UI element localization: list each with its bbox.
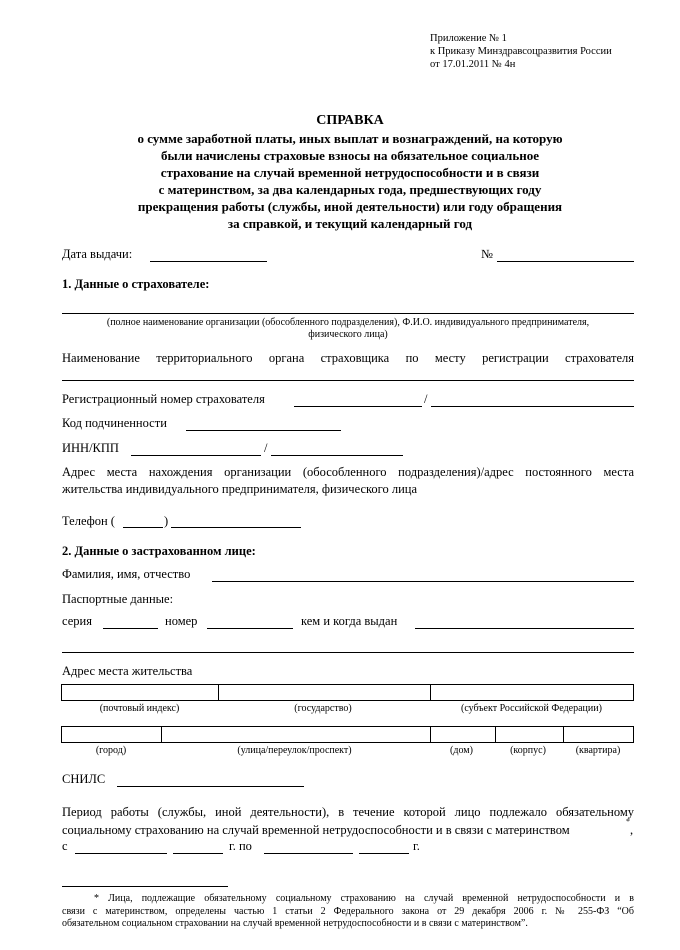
address-row-2 — [61, 726, 634, 743]
issue-date-field[interactable] — [150, 261, 267, 262]
address-label-1: Адрес места нахождения организации (обособленного подразделения)/адрес постоянного места — [62, 465, 634, 479]
full-name-field[interactable] — [212, 581, 634, 582]
issued-by-label: кем и когда выдан — [301, 614, 398, 628]
title-line-5: прекращения работы (службы, иной деятельности) или году обращения — [137, 199, 563, 214]
address-divider — [430, 727, 431, 742]
footnote-separator — [62, 886, 228, 887]
appendix-line-1: Приложение № 1 — [430, 33, 507, 44]
full-name-label: Фамилия, имя, отчество — [62, 567, 191, 581]
hint-building: (корпус) — [510, 745, 546, 756]
insurer-name-hint-2: физического лица) — [308, 329, 388, 340]
subordination-code-label: Код подчиненности — [62, 416, 167, 430]
residence-label: Адрес места жительства — [62, 664, 193, 678]
passport-number-label: номер — [165, 614, 198, 628]
period-from-date-field[interactable] — [75, 853, 167, 854]
footnote — [62, 893, 634, 931]
hint-postcode: (почтовый индекс) — [99, 703, 180, 714]
title-line-2: были начислены страховые взносы на обязательное социальное — [161, 148, 539, 163]
period-footnote-mark: * — [626, 817, 630, 826]
insurer-heading: 1. Данные о страхователе: — [62, 277, 210, 291]
inn-field[interactable] — [131, 455, 261, 456]
phone-close: ) — [164, 514, 169, 528]
snils-label: СНИЛС — [62, 772, 106, 786]
period-comma: , — [630, 823, 634, 837]
title-line-4: с материнством, за два календарных года, предшествующих году — [158, 182, 542, 197]
phone-label: Телефон ( — [62, 514, 115, 528]
period-from-label: с — [62, 839, 68, 853]
phone-field[interactable] — [171, 527, 301, 528]
issue-date-label: Дата выдачи: — [62, 247, 133, 261]
address-divider — [161, 727, 162, 742]
insured-heading: 2. Данные о застрахованном лице: — [62, 544, 256, 558]
title-line-6: за справкой, и текущий календарный год — [227, 216, 473, 231]
reg-number-field-1[interactable] — [294, 406, 422, 407]
address-row-1 — [61, 684, 634, 701]
inn-kpp-label: ИНН/КПП — [62, 441, 119, 455]
insurer-name-hint-1: (полное наименование организации (обособленного подразделения), Ф.И.О. индивидуального предпринимателя, — [106, 317, 590, 328]
passport-label: Паспортные данные: — [62, 592, 174, 606]
footnote-line-2: связи с материнством, определены частью 1 статьи 2 Федерального закона от 29 декабря 2006 г. № 255-ФЗ “Об — [62, 905, 634, 917]
address-divider — [563, 727, 564, 742]
hint-city: (город) — [95, 745, 127, 756]
period-year-end: г. — [413, 839, 420, 853]
reg-number-slash: / — [424, 392, 428, 406]
issued-by-field-2[interactable] — [62, 652, 634, 653]
subordination-code-field[interactable] — [186, 430, 341, 431]
hint-flat: (квартира) — [575, 745, 621, 756]
reg-number-field-2[interactable] — [431, 406, 634, 407]
hint-street: (улица/переулок/проспект) — [237, 745, 352, 756]
issued-by-field[interactable] — [415, 628, 634, 629]
appendix-header — [430, 32, 612, 71]
hint-state: (государство) — [294, 703, 352, 714]
number-label: № — [481, 247, 493, 261]
title-line-1: о сумме заработной платы, иных выплат и вознаграждений, на которую — [137, 131, 563, 146]
territorial-body-label: Наименование территориального органа страховщика по месту регистрации страхователя — [62, 351, 634, 365]
appendix-line-3: от 17.01.2011 № 4н — [430, 59, 516, 70]
series-label: серия — [62, 614, 92, 628]
period-to-label: г. по — [229, 839, 252, 853]
period-to-date-field[interactable] — [264, 853, 353, 854]
inn-kpp-slash: / — [264, 441, 268, 455]
snils-field[interactable] — [117, 786, 304, 787]
insurer-name-field[interactable] — [62, 313, 634, 314]
appendix-line-2: к Приказу Минздравсоцразвития России — [430, 46, 612, 57]
phone-code-field[interactable] — [123, 527, 163, 528]
hint-region: (субъект Российской Федерации) — [461, 703, 602, 714]
address-label-2: жительства индивидуального предпринимателя, физического лица — [62, 482, 418, 496]
footnote-line-3: обязательном социальном страховании на случай временной нетрудоспособности и в связи с материнством”. — [62, 918, 528, 929]
address-divider — [218, 685, 219, 700]
period-to-year-field[interactable] — [359, 853, 409, 854]
period-label-1: Период работы (службы, иной деятельности), в течение которой лицо подлежало обязательному — [62, 805, 634, 819]
territorial-body-field[interactable] — [62, 380, 634, 381]
address-divider — [495, 727, 496, 742]
footnote-line-1: * Лица, подлежащие обязательному социальному страхованию на случай временной нетрудоспособности и в — [94, 893, 634, 904]
period-from-year-field[interactable] — [173, 853, 223, 854]
series-field[interactable] — [103, 628, 158, 629]
period-label-2: социальному страхованию на случай временной нетрудоспособности и в связи с материнством — [62, 823, 570, 837]
reg-number-label: Регистрационный номер страхователя — [62, 392, 265, 406]
hint-house: (дом) — [450, 745, 473, 756]
kpp-field[interactable] — [271, 455, 403, 456]
number-field[interactable] — [497, 261, 634, 262]
title-line-3: страхование на случай временной нетрудоспособности и в связи — [160, 165, 540, 180]
title-main: СПРАВКА — [316, 113, 384, 128]
document-title — [60, 112, 640, 232]
passport-number-field[interactable] — [207, 628, 293, 629]
insurer-name-hint — [62, 317, 634, 341]
address-divider — [430, 685, 431, 700]
